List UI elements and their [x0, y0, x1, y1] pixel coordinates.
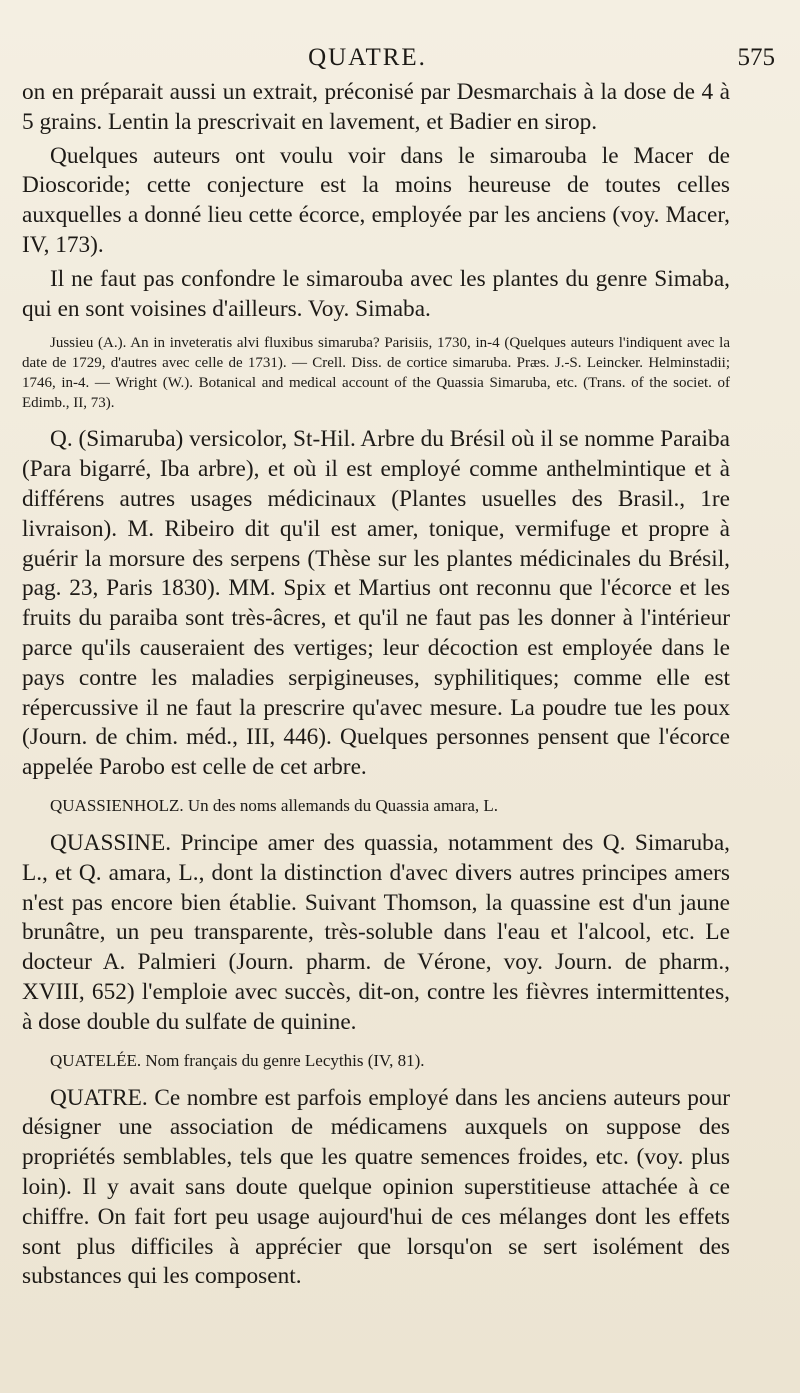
- paragraph-simaba: Il ne faut pas confondre le simarouba avec les plantes du genre Simaba, qui en sont voisines d'ailleurs. Voy. Simaba.: [22, 265, 730, 322]
- entry-quatre: QUATRE. Ce nombre est parfois employé dans les anciens auteurs pour désigner une association de médicamens auxquels on suppose des propriétés semblables, tels que les quatre semences froides, etc. (voy. plus loin). Il y avait sans doute quelque opinion superstitieuse attachée à ce chiffre. On fait fort peu usage aujourd'hui de ces mélanges dont les effets sont plus difficiles à apprécier que lorsqu'on se sert isolément des substances qui les composent.: [22, 1084, 730, 1290]
- paragraph-desmarchais: on en préparait aussi un extrait, préconisé par Desmarchais à la dose de 4 à 5 grains. Lentin la prescrivait en lavement, et Badier en sirop.: [22, 79, 730, 135]
- entry-quassienholz: QUASSIENHOLZ. Un des noms allemands du Quassia amara, L.: [50, 795, 499, 815]
- entry-q-versicolor: Q. (Simaruba) versicolor, St-Hil. Arbre du Brésil où il se nomme Paraiba (Para bigarré, Iba arbre), et où il est employé comme anthelmintique et à différens autres usages médicinaux (Plantes usuelles des Brasil., 1re livraison). M. Ribeiro dit qu'il est amer, tonique, vermifuge et propre à guérir la morsure des serpens (Thèse sur les plantes médicinales du Brésil, pag. 23, Paris 1830). MM. Spix et Martius ont reconnu que l'écorce et les fruits du paraiba sont très-âcres, et qu'il ne faut pas les donner à l'intérieur parce qu'ils causeraient des vertiges; leur décoction est employée dans le pays contre les maladies serpigineuses, syphilitiques; comme elle est répercussive il ne faut la prescrire qu'avec mesure. La poudre tue les poux (Journ. de chim. méd., III, 446). Quelques personnes pensent que l'écorce appelée Parobo est celle de cet arbre.: [22, 426, 730, 781]
- page-number: 575: [737, 44, 775, 71]
- entry-quassine: QUASSINE. Principe amer des quassia, notamment des Q. Simaruba, L., et Q. amara, L., dont la distinction d'avec divers autres principes amers n'est pas encore bien établie. Suivant Thomson, la quassine est d'un jaune brunâtre, un peu transparente, très-soluble dans l'eau et l'alcool, etc. Le docteur A. Palmieri (Journ. pharm. de Vérone, voy. Journ. de pharm., XVIII, 652) l'emploie avec succès, dit-on, contre les fièvres intermittentes, à dose double du sulfate de quinine.: [22, 829, 730, 1035]
- running-title: QUATRE.: [308, 44, 427, 71]
- bibliography-note: Jussieu (A.). An in inveteratis alvi fluxibus simaruba? Parisiis, 1730, in-4 (Quelques auteurs l'indiquent avec la date de 1729, d'autres avec celle de 1731). — Crell. Diss. de cortice simaruba. Præs. J.-S. Leincker. Helminstadii; 1746, in-4. — Wright (W.). Botanical and medical account of the Quassia Simaruba, etc. (Trans. of the societ. of Edimb., II, 73).: [22, 335, 730, 412]
- entry-quatelee: QUATELÉE. Nom français du genre Lecythis (IV, 81).: [50, 1050, 425, 1070]
- page-body: [22, 78, 730, 1292]
- paragraph-macer: Quelques auteurs ont voulu voir dans le simarouba le Macer de Dioscoride; cette conjecture est la moins heureuse de toutes celles auxquelles a donné lieu cette écorce, employée par les anciens (voy. Macer, IV, 173).: [22, 142, 730, 258]
- running-header: [20, 44, 775, 78]
